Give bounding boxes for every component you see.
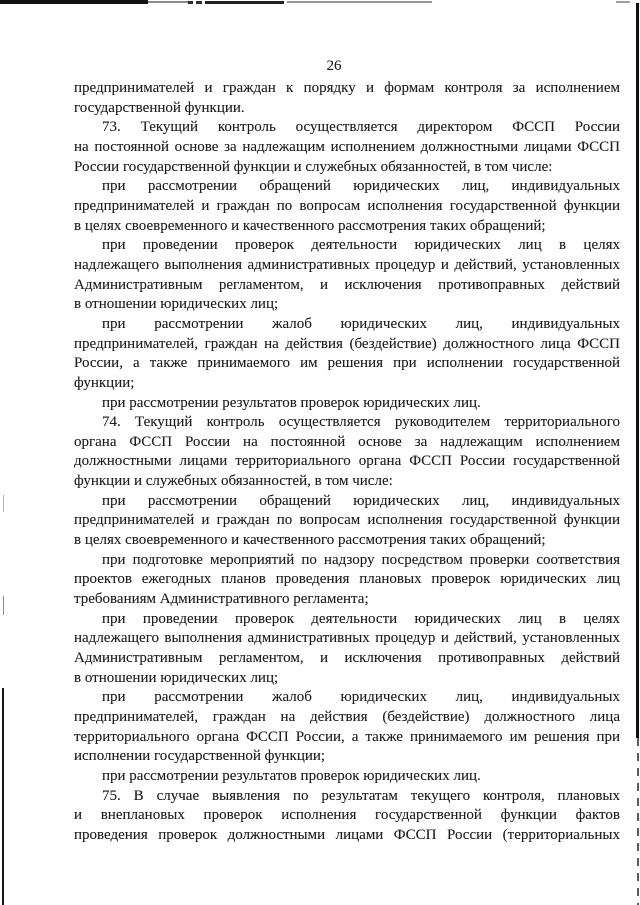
text-line: предпринимателей, граждан на действия (бездействие) должностного лица ФССП [74, 335, 620, 352]
text-line: предпринимателей, граждан на действия (бездействие) должностного лица [74, 709, 620, 725]
text-line: требованиям Административного регламента; [74, 591, 369, 608]
text-line: предпринимателей и граждан по вопросам исполнения государственной функции [74, 197, 620, 214]
text-line: при рассмотрении жалоб юридических лиц, индивидуальных [102, 689, 620, 706]
scan-edge-top [196, 1, 202, 4]
scan-edge-right [636, 3, 639, 738]
text-line: 73. Текущий контроль осуществляется директором ФССП России [102, 119, 620, 136]
text-line: 75. В случае выявления по результатам текущего контроля, плановых [102, 787, 620, 804]
text-line: предпринимателей и граждан по вопросам исполнения государственной функции [74, 512, 620, 529]
scan-edge-top [205, 1, 284, 4]
text-line: при рассмотрении результатов проверок юридических лиц. [102, 767, 481, 784]
text-line: предпринимателей и граждан к порядку и формам контроля за исполнением [74, 80, 620, 96]
text-line: 74. Текущий контроль осуществляется руководителем территориального [102, 414, 620, 431]
text-line: в отношении юридических лиц; [74, 296, 279, 313]
scan-edge-top [616, 1, 630, 3]
text-line: территориального органа ФССП России, а также принимаемого им решения при [74, 728, 620, 745]
text-line: при проведении проверок деятельности юридических лиц в целях [102, 610, 620, 627]
text-line: при рассмотрении обращений юридических лиц, индивидуальных [102, 178, 620, 195]
text-line: в целях своевременного и качественного рассмотрения таких обращений; [74, 217, 546, 234]
scan-edge-right [637, 738, 639, 905]
text-line: при рассмотрении обращений юридических лиц, индивидуальных [102, 492, 620, 509]
text-line: должностными лицами территориального органа ФССП России государственной [74, 453, 620, 470]
document-text-block [74, 79, 620, 846]
text-line: государственной функции. [74, 99, 245, 116]
scan-edge-left [2, 688, 4, 905]
text-line: проведения проверок должностными лицами ФССП России (территориальных [74, 826, 620, 843]
text-line: при рассмотрении результатов проверок юридических лиц. [102, 394, 481, 411]
text-line: органа ФССП России на постоянной основе за надлежащим исполнением [74, 433, 620, 450]
text-line: надлежащего выполнения административных процедур и действий, установленных [74, 256, 620, 273]
text-line: Административным регламентом, и исключения противоправных действий [74, 276, 620, 293]
text-line: и внеплановых проверок исполнения государственной функции фактов [74, 807, 620, 824]
scan-edge-top [188, 1, 193, 4]
text-line: проектов ежегодных планов проведения плановых проверок юридических лиц [74, 571, 620, 588]
scan-edge-top [0, 0, 148, 4]
text-line: функции и служебных обязанностей, в том числе: [74, 473, 393, 490]
text-line: функции; [74, 374, 135, 391]
scan-edge-left [3, 495, 5, 512]
text-line: в отношении юридических лиц; [74, 669, 279, 686]
text-line: России государственной функции и служебных обязанностей, в том числе: [74, 158, 553, 175]
text-line: Административным регламентом, и исключения противоправных действий [74, 650, 620, 667]
text-line: при рассмотрении жалоб юридических лиц, индивидуальных [102, 315, 620, 332]
scan-edge-top [287, 1, 432, 3]
scan-edge-left [3, 596, 5, 615]
text-line: надлежащего выполнения административных процедур и действий, установленных [74, 630, 620, 647]
scan-edge-top [148, 1, 188, 3]
text-line: исполнении государственной функции; [74, 748, 326, 765]
text-line: на постоянной основе за надлежащим исполнением должностными лицами ФССП [74, 138, 620, 155]
text-line: при подготовке мероприятий по надзору посредством проверки соответствия [102, 551, 620, 568]
page-number: 26 [326, 58, 342, 74]
text-line: России, а также принимаемого им решения при исполнении государственной [74, 355, 620, 372]
text-line: при проведении проверок деятельности юридических лиц в целях [102, 237, 620, 254]
text-line: в целях своевременного и качественного рассмотрения таких обращений; [74, 532, 546, 549]
